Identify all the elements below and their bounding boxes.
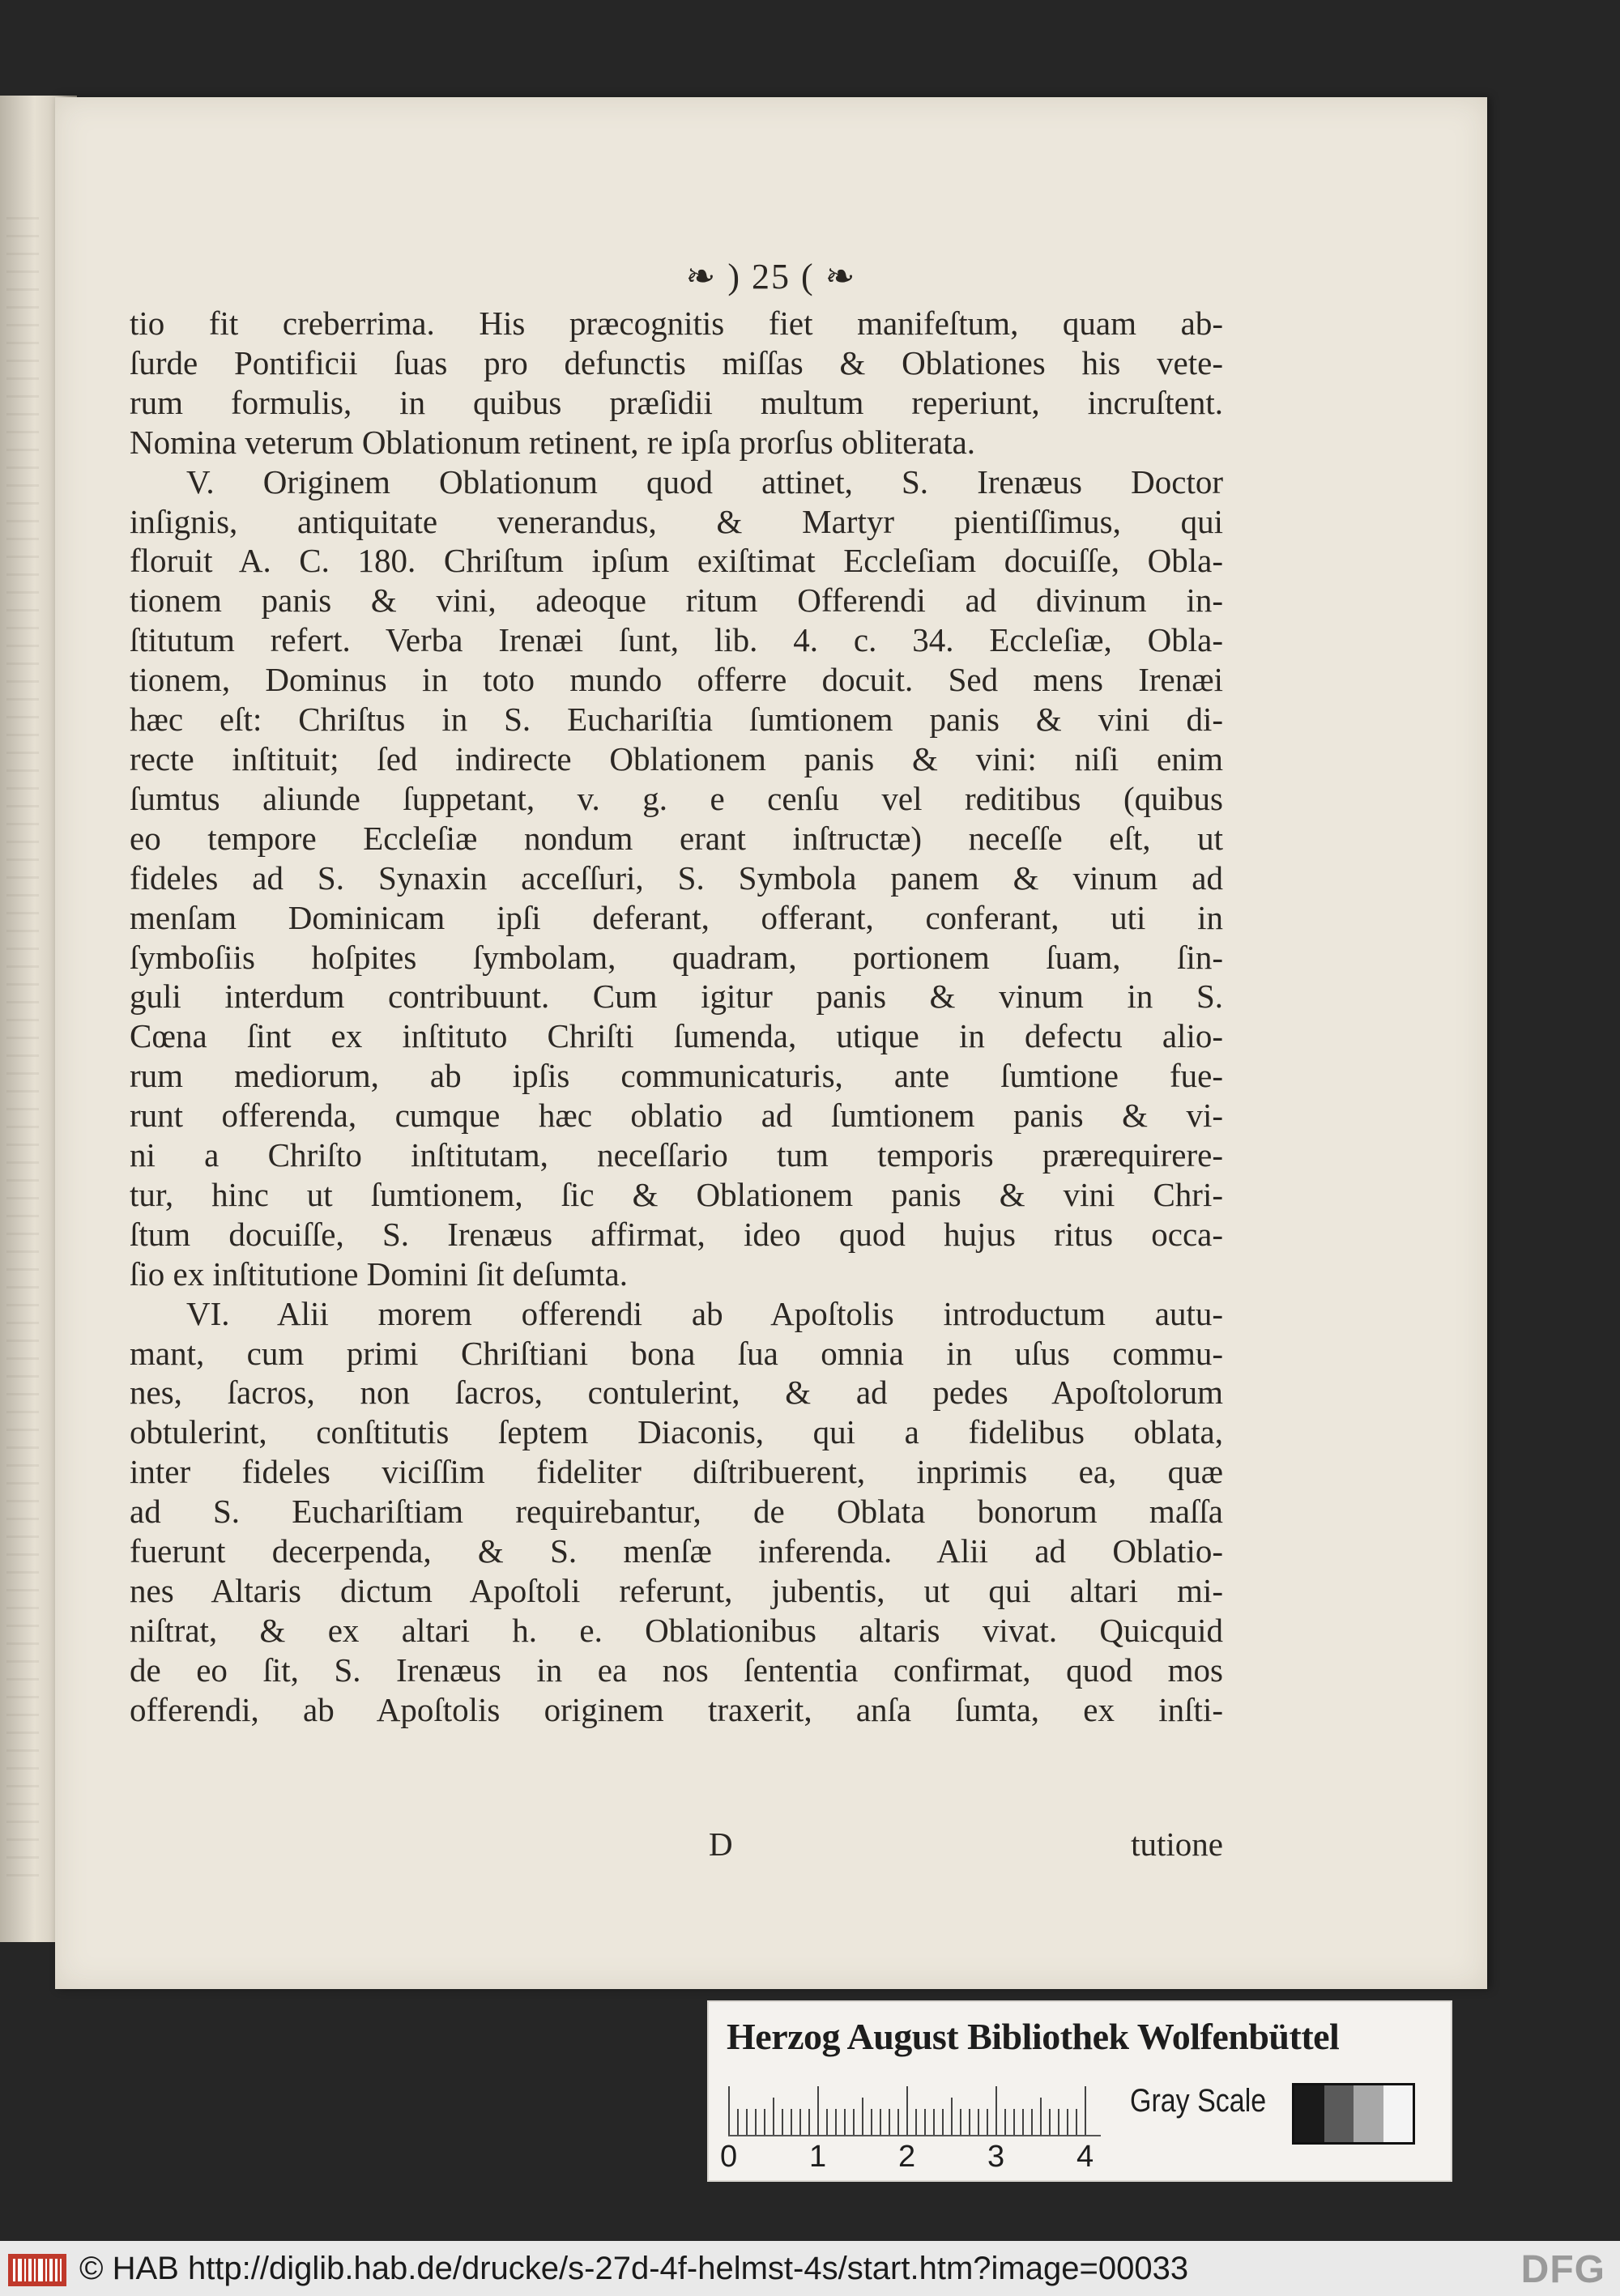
- ruler-tick: [924, 2109, 926, 2135]
- text-line: ſumtus aliunde ſuppetant, v. g. e cenſu vel reditibus (quibus: [130, 779, 1223, 817]
- text-line: ſurde Pontificii ſuas pro defunctis miſſas & Oblationes his vete-: [130, 343, 1223, 381]
- catchword: tutione: [1131, 1825, 1223, 1863]
- text-line: recte inſtituit; ſed indirecte Oblationem panis & vini: niſi enim: [130, 739, 1223, 777]
- ruler-label: 4: [1076, 2140, 1094, 2174]
- ruler-tick: [853, 2109, 855, 2135]
- ruler-label: 2: [898, 2140, 916, 2174]
- text-line: tionem panis & vini, adeoque ritum Offerendi ad divinum in-: [130, 581, 1223, 620]
- ruler-tick: [906, 2086, 908, 2135]
- text-line: Cœna ſint ex inſtituto Chriſti ſumenda, utique in defectu alio-: [130, 1017, 1223, 1055]
- ruler-tick: [728, 2086, 730, 2135]
- ruler-tick: [880, 2109, 881, 2135]
- signature-mark: D: [709, 1825, 733, 1863]
- text-line: floruit A. C. 180. Chriſtum ipſum exiſtimat Eccleſiam docuiſſe, Obla-: [130, 542, 1223, 580]
- text-line: ſio ex inſtitutione Domini ſit deſumta.: [130, 1254, 628, 1293]
- text-line: tur, hinc ut ſumtionem, ſic & Oblationem panis & vini Chri-: [130, 1175, 1223, 1213]
- text-line: ſtum docuiſſe, S. Irenæus affirmat, ideo quod hujus ritus occa-: [130, 1215, 1223, 1253]
- text-line: fuerunt decerpenda, & S. menſæ inferenda. Alii ad Oblatio-: [130, 1532, 1223, 1570]
- footer-copyright-link[interactable]: © HAB http://diglib.hab.de/drucke/s-27d-4f-helmst-4s/start.htm?image=00033: [79, 2251, 1189, 2286]
- ruler-tick: [1085, 2086, 1086, 2135]
- ruler-tick: [969, 2109, 970, 2135]
- library-name: Herzog August Bibliothek Wolfenbüttel: [727, 2016, 1340, 2057]
- text-line: inter fideles viciſſim fideliter diſtribuerent, inprimis ea, quæ: [130, 1453, 1223, 1491]
- text-line: inſignis, antiquitate venerandus, & Martyr pientiſſimus, qui: [130, 502, 1223, 540]
- ruler-tick: [1040, 2098, 1042, 2135]
- ruler-tick: [951, 2098, 953, 2135]
- text-line: ni a Chriſto inſtitutam, neceſſario tum temporis prærequirere-: [130, 1136, 1223, 1174]
- ruler-tick: [1013, 2109, 1015, 2135]
- ruler-tick: [1031, 2109, 1033, 2135]
- ruler-label: 0: [720, 2140, 738, 2174]
- footer-bar: [0, 2241, 1620, 2296]
- ruler-tick: [889, 2109, 890, 2135]
- ruler-tick: [791, 2109, 792, 2135]
- text-line: obtulerint, conſtitutis ſeptem Diaconis, qui a fidelibus oblata,: [130, 1413, 1223, 1451]
- ruler-tick: [942, 2109, 944, 2135]
- ruler-tick: [773, 2098, 774, 2135]
- ruler-tick: [799, 2109, 801, 2135]
- ruler-tick: [782, 2109, 783, 2135]
- text-line: VI. Alii morem offerendi ab Apoſtolis introductum autu-: [186, 1294, 1223, 1332]
- ruler-tick: [764, 2109, 765, 2135]
- text-line: mant, cum primi Chriſtiani bona ſua omnia in uſus commu-: [130, 1334, 1223, 1372]
- ruler-tick: [995, 2086, 997, 2135]
- ruler-tick: [1004, 2109, 1006, 2135]
- text-line: ſtitutum refert. Verba Irenæi ſunt, lib. 4. c. 34. Eccleſiæ, Obla-: [130, 621, 1223, 659]
- dfg-logo: DFG: [1520, 2248, 1605, 2291]
- ruler-tick: [897, 2109, 899, 2135]
- page-body-text: [130, 304, 1223, 1730]
- page-footer-line: [130, 1825, 1223, 1864]
- color-calibration-target: [707, 2000, 1452, 2182]
- barcode-icon: [8, 2254, 66, 2286]
- ruler-tick: [817, 2086, 819, 2135]
- text-line: tionem, Dominus in toto mundo offerre docuit. Sed mens Irenæi: [130, 661, 1223, 699]
- ruler-tick: [737, 2109, 739, 2135]
- gray-swatch: [1294, 2085, 1324, 2142]
- ruler-tick: [933, 2109, 935, 2135]
- ruler-tick: [1058, 2109, 1059, 2135]
- ruler-label: 1: [809, 2140, 827, 2174]
- page-header: ❧ ) 25 ( ❧: [685, 257, 857, 296]
- text-line: menſam Dominicam ipſi deferant, offerant, conferant, uti in: [130, 898, 1223, 936]
- ruler-tick: [755, 2109, 757, 2135]
- ruler-tick: [844, 2109, 846, 2135]
- ruler-tick: [746, 2109, 748, 2135]
- ruler-tick: [808, 2109, 810, 2135]
- ruler-tick: [871, 2109, 872, 2135]
- ruler-tick: [978, 2109, 979, 2135]
- text-line: de eo ſit, S. Irenæus in ea nos ſententia confirmat, quod mos: [130, 1651, 1223, 1689]
- gray-scale-patch: [1292, 2083, 1415, 2145]
- text-line: Nomina veterum Oblationum retinent, re ipſa prorſus obliterata.: [130, 423, 976, 461]
- text-line: rum formulis, in quibus præſidii multum reperiunt, incruſtent.: [130, 383, 1223, 421]
- ruler-tick: [987, 2109, 988, 2135]
- text-line: nes, ſacros, non ſacros, contulerint, & ad pedes Apoſtolorum: [130, 1374, 1223, 1412]
- text-line: hæc eſt: Chriſtus in S. Euchariſtia ſumtionem panis & vini di-: [130, 701, 1223, 739]
- ruler-tick: [1022, 2109, 1024, 2135]
- ruler-tick: [862, 2098, 863, 2135]
- ruler-label: 3: [987, 2140, 1005, 2174]
- text-line: tio fit creberrima. His præcognitis fiet manifeſtum, quam ab-: [130, 305, 1223, 342]
- text-line: eo tempore Eccleſiæ nondum erant inſtructæ) neceſſe eſt, ut: [130, 819, 1223, 857]
- text-line: offerendi, ab Apoſtolis originem traxerit, anſa ſumta, ex inſti-: [130, 1690, 1223, 1728]
- ruler-tick: [1067, 2109, 1068, 2135]
- ruler-scale: [728, 2077, 1101, 2136]
- text-line: runt offerenda, cumque hæc oblatio ad ſumtionem panis & vi-: [130, 1097, 1223, 1135]
- text-line: rum mediorum, ab ipſis communicaturis, ante ſumtione fue-: [130, 1057, 1223, 1095]
- ruler-tick: [915, 2109, 917, 2135]
- gray-swatch: [1383, 2085, 1413, 2142]
- ruler-tick: [1076, 2109, 1077, 2135]
- text-line: nes Altaris dictum Apoſtoli referunt, jubentis, ut qui altari mi-: [130, 1572, 1223, 1609]
- ruler-tick: [826, 2109, 828, 2135]
- left-page-edge-texture: [6, 217, 39, 1885]
- ruler-tick: [835, 2109, 837, 2135]
- ruler-tick: [1049, 2109, 1051, 2135]
- gray-swatch: [1324, 2085, 1354, 2142]
- document-page: [55, 97, 1487, 1989]
- gray-scale-label: Gray Scale: [1130, 2083, 1267, 2119]
- text-line: niſtrat, & ex altari h. e. Oblationibus altaris vivat. Quicquid: [130, 1611, 1223, 1649]
- text-line: V. Originem Oblationum quod attinet, S. Irenæus Doctor: [186, 462, 1223, 501]
- text-line: fideles ad S. Synaxin acceſſuri, S. Symbola panem & vinum ad: [130, 858, 1223, 897]
- ruler-tick: [960, 2109, 961, 2135]
- text-line: guli interdum contribuunt. Cum igitur panis & vinum in S.: [130, 978, 1223, 1016]
- gray-swatch: [1354, 2085, 1383, 2142]
- text-line: ſymboſiis hoſpites ſymbolam, quadram, portionem ſuam, ſin-: [130, 938, 1223, 976]
- text-line: ad S. Euchariſtiam requirebantur, de Oblata bonorum maſſa: [130, 1493, 1223, 1531]
